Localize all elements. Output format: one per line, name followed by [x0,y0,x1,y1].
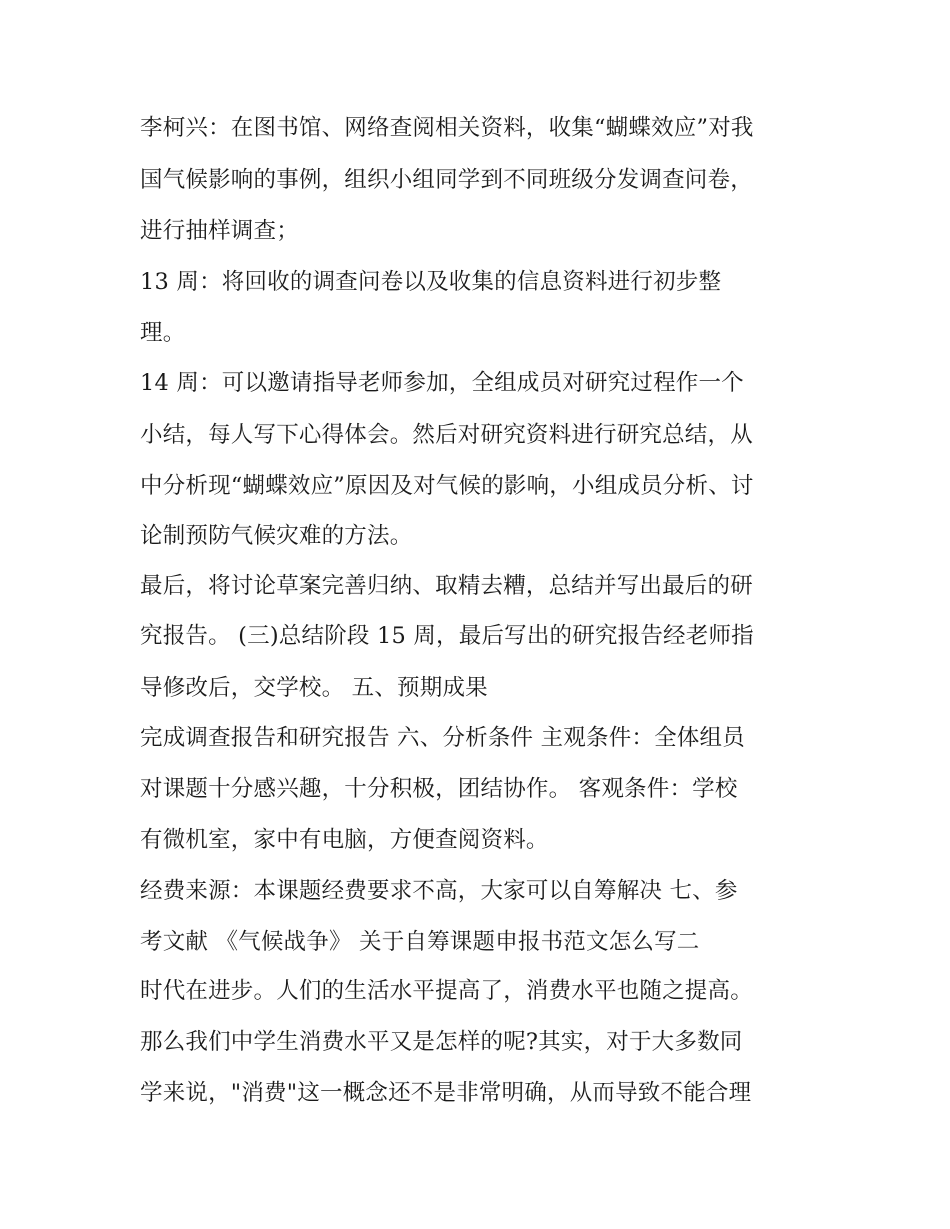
text-line: 国气候影响的事例，组织小组同学到不同班级分发调查问卷， [140,167,753,193]
text-line: 小结，每人写下心得体会。然后对研究资料进行研究总结，从 [140,422,753,448]
text-line: 完成调查报告和研究报告 六、分析条件 主观条件：全体组员 [140,725,745,751]
text-line: 李柯兴：在图书馆、网络查阅相关资料，收集“蝴蝶效应”对我 [140,115,754,141]
text-line: 中分析现“蝴蝶效应”原因及对气候的影响，小组成员分析、讨 [140,473,754,499]
text-line: 论制预防气候灾难的方法。 [140,523,413,549]
text-line: 有微机室，家中有电脑，方便查阅资料。 [140,827,549,853]
text-line: 14 周：可以邀请指导老师参加，全组成员对研究过程作一个 [140,370,744,396]
text-line: 经费来源：本课题经费要求不高，大家可以自筹解决 七、参 [140,878,738,904]
text-line: 理。 [140,320,186,346]
text-line: 导修改后，交学校。 五、预期成果 [140,675,488,701]
text-line: 对课题十分感兴趣，十分积极，团结协作。 客观条件：学校 [140,776,738,802]
text-line: 13 周：将回收的调查问卷以及收集的信息资料进行初步整 [140,269,722,295]
text-line: 考文献 《气候战争》 关于自筹课题申报书范文怎么写二 [140,929,700,955]
text-line: 究报告。 (三)总结阶段 15 周，最后写出的研究报告经老师指 [140,623,754,649]
text-line: 时代在进步。人们的生活水平提高了，消费水平也随之提高。 [140,978,753,1004]
text-line: 学来说，"消费"这一概念还不是非常明确，从而导致不能合理 [140,1080,752,1106]
text-line: 那么我们中学生消费水平又是怎样的呢?其实，对于大多数同 [140,1029,743,1055]
text-line: 进行抽样调查； [140,218,299,244]
text-line: 最后，将讨论草案完善归纳、取精去糟，总结并写出最后的研 [140,573,753,599]
